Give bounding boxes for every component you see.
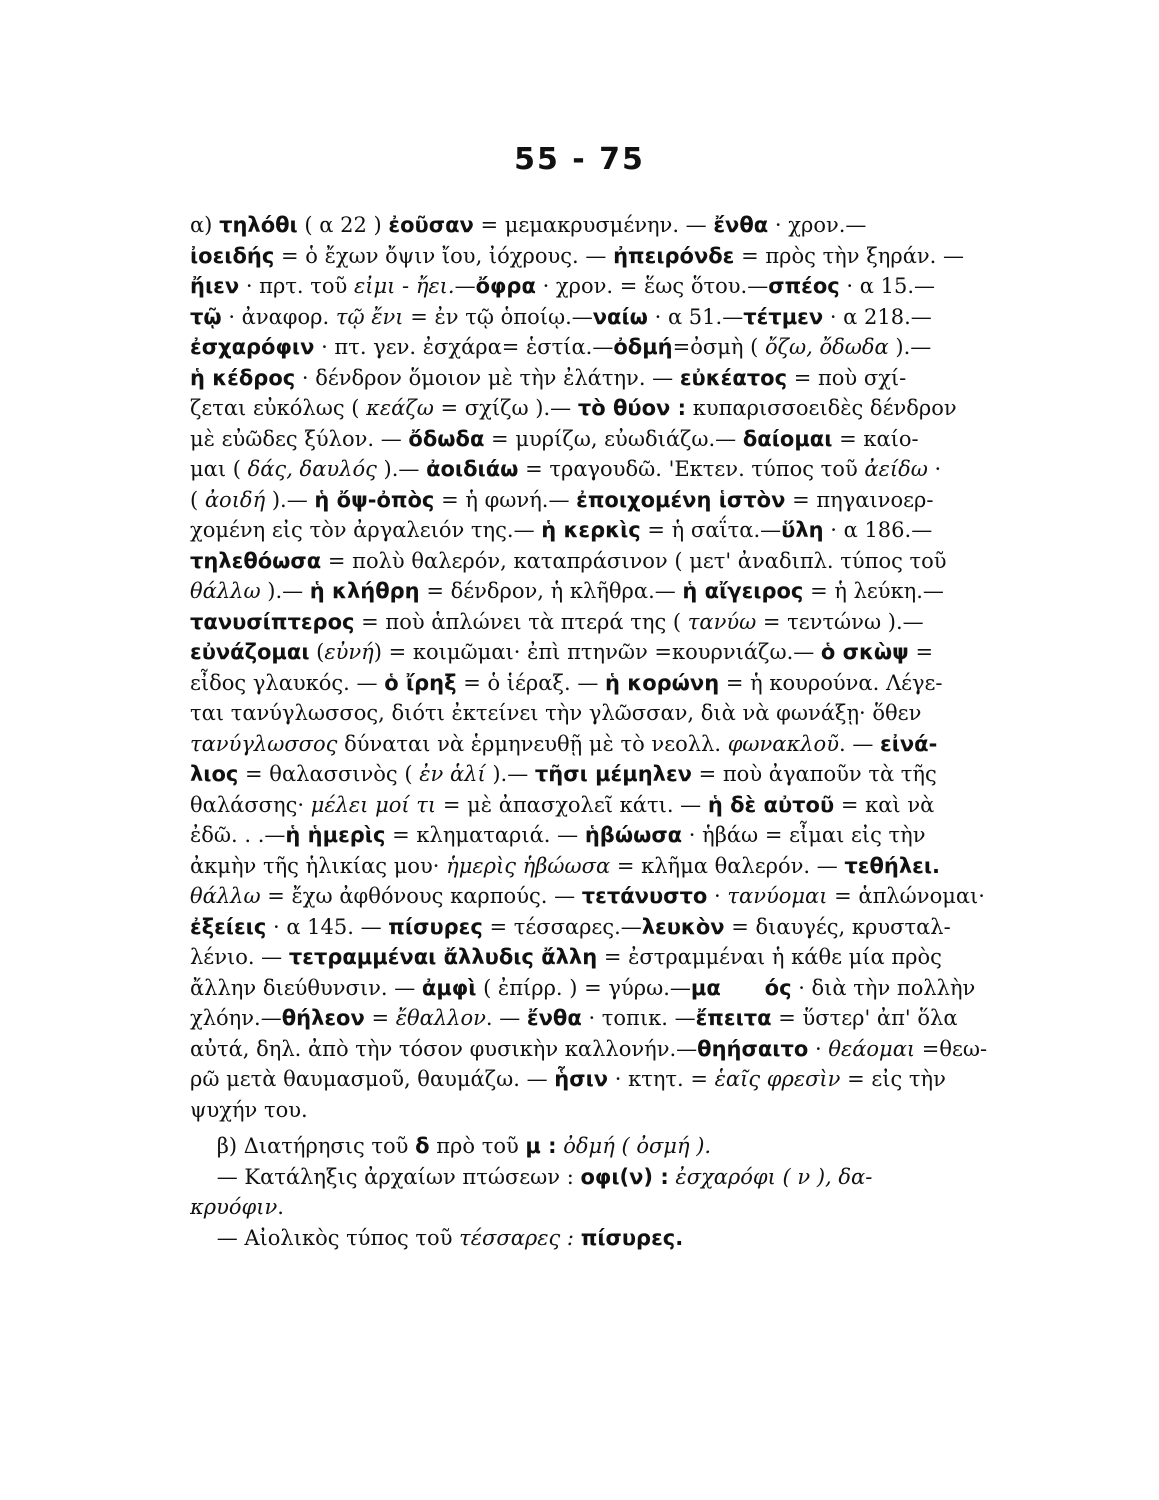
text-line xyxy=(190,1192,1130,1223)
headword: ἠπειρόνδε xyxy=(613,243,735,268)
text-line xyxy=(190,1095,1130,1126)
gloss-text: ρῶ μετὰ θαυμασμοῦ, θαυμάζω. — xyxy=(190,1067,555,1091)
headword: ἤιεν xyxy=(190,274,240,298)
text-line xyxy=(190,1064,1130,1095)
headword: ὄφρα xyxy=(475,274,536,298)
gloss-text: = ὁ ἱέραξ. — xyxy=(456,670,606,695)
gloss-text: = xyxy=(908,640,934,664)
headword: ναίω xyxy=(592,304,648,329)
gloss-text: εἶδος γλαυκός. — xyxy=(190,670,385,695)
text-line xyxy=(190,363,1130,394)
headword: ἡ κλήθρη xyxy=(309,579,420,603)
gloss-text: ( α 22 ) xyxy=(297,213,389,237)
headword: ἔνθα xyxy=(713,213,769,237)
italic-term: θάλλω xyxy=(190,579,261,603)
headword: ἡ κορώνη xyxy=(605,670,720,695)
headword: τῆσι μέμηλεν xyxy=(534,762,692,786)
text-line xyxy=(190,1034,1130,1065)
text-line xyxy=(190,332,1130,363)
gloss-text: = μυρίζω, εὐωδιάζω.— xyxy=(484,426,743,451)
italic-term: ἐν ἁλί xyxy=(419,762,486,786)
headword: ἐξείεις xyxy=(190,914,267,939)
gloss-text: ( xyxy=(309,640,325,664)
gloss-text: = ποὺ σχί- xyxy=(787,365,907,390)
headword: ἡ αἴγειρος xyxy=(682,579,804,603)
text-line xyxy=(190,759,1130,790)
headword: εἰνά- xyxy=(880,731,938,756)
text-line xyxy=(190,729,1130,760)
italic-term: τέσσαρες : xyxy=(459,1225,575,1250)
gloss-text xyxy=(574,1226,581,1250)
headword: ἐοῦσαν xyxy=(388,213,474,237)
gloss-text: = ὕστερ' ἀπ' ὅλα xyxy=(771,1006,958,1030)
headword: τεθήλει. xyxy=(844,853,941,878)
gloss-text: ( xyxy=(190,487,205,512)
gloss-text: · xyxy=(927,457,942,481)
italic-term: τανύω xyxy=(687,609,757,634)
text-line xyxy=(190,302,1130,333)
headword: ἔπειτα xyxy=(695,1006,772,1030)
gloss-text: = καίο- xyxy=(832,426,919,451)
italic-term: ἐσχαρόφι ( ν ), δα- xyxy=(675,1164,873,1189)
headword: τετάνυστο xyxy=(581,884,708,908)
gloss-text: μαι ( xyxy=(190,457,248,481)
gloss-text: ψυχήν του. xyxy=(190,1097,308,1122)
headword: ἀοιδιάω xyxy=(426,457,519,481)
gloss-text: = θαλασσινὸς ( xyxy=(238,762,420,786)
gloss-text: = διαυγές, κρυσταλ- xyxy=(724,914,951,939)
headword: τανυσίπτερος xyxy=(190,609,355,634)
text-line xyxy=(190,698,1130,729)
gloss-text: ἄλλην διεύθυνσιν. — xyxy=(190,975,422,1000)
headword: τὸ θύον : xyxy=(577,396,687,420)
headword: ἡ ἡμερὶς xyxy=(285,823,386,847)
text-line xyxy=(190,241,1130,272)
gloss-text: ).— xyxy=(888,335,932,359)
italic-term: θεάομαι xyxy=(828,1036,916,1061)
headword: τέτμεν xyxy=(743,304,824,329)
headword: τηλεθόωσα xyxy=(190,548,322,573)
gloss-text: ) = κοιμῶμαι· ἐπὶ πτηνῶν =κουρνιάζω.— xyxy=(373,640,821,664)
italic-term: κεάζω xyxy=(366,396,434,420)
gloss-text: · xyxy=(707,884,728,908)
gloss-text: = ποὺ ἀγαποῦν τὰ τῆς xyxy=(691,762,937,786)
headword: θηήσαιτο xyxy=(697,1036,809,1061)
headword: ἡ ὄψ-ὀπὸς xyxy=(314,487,435,512)
gloss-text: · δένδρον ὅμοιον μὲ τὴν ἐλάτην. — xyxy=(295,365,680,390)
text-line xyxy=(190,1003,1130,1034)
headword: δαίομαι xyxy=(742,426,833,451)
gloss-text: — Αἰολικὸς τύπος τοῦ xyxy=(190,1225,460,1250)
text-line xyxy=(190,454,1130,485)
gloss-text: =θεω- xyxy=(915,1036,988,1061)
gloss-text: · α 15.— xyxy=(839,274,936,298)
headword: τῷ xyxy=(190,304,222,329)
gloss-text: · ἀναφορ. xyxy=(221,304,336,329)
headword: ἐποιχομένη ἱστὸν xyxy=(576,487,786,512)
gloss-text: = πρὸς τὴν ξηράν. — xyxy=(734,243,964,268)
gloss-text: = τέσσαρες.— xyxy=(482,914,642,939)
gloss-text: πρὸ τοῦ xyxy=(429,1134,526,1158)
headword: ἡ κέδρος xyxy=(190,365,296,390)
headword: ἧσιν xyxy=(554,1067,609,1091)
italic-term: μέλει μοί τι xyxy=(310,792,437,817)
text-line xyxy=(190,1131,1130,1162)
gloss-text: · πρτ. τοῦ xyxy=(239,274,354,298)
headword: δ xyxy=(415,1134,430,1158)
italic-term: τανύγλωσσος xyxy=(190,731,338,756)
gloss-text: ζεται εὐκόλως ( xyxy=(190,396,367,420)
italic-term: ἀείδω xyxy=(864,457,928,481)
headword: ἀμφὶ xyxy=(421,975,477,1000)
headword: λευκὸν xyxy=(641,914,725,939)
gloss-text: = τραγουδῶ. 'Εκτεν. τύπος τοῦ xyxy=(518,457,865,481)
gloss-text: = μὲ ἀπασχολεῖ κάτι. — xyxy=(436,792,708,817)
text-line xyxy=(190,912,1130,943)
headword: πίσυρες xyxy=(388,914,483,939)
headword: λιος xyxy=(190,762,239,786)
gloss-text: = ὁ ἔχων ὄψιν ἴου, ἰόχρους. — xyxy=(274,243,614,268)
italic-term: τῷ ἔνι xyxy=(335,304,404,329)
headword: μ : xyxy=(525,1134,557,1158)
gloss-text: · α 145. — xyxy=(266,914,389,939)
text-line xyxy=(190,637,1130,668)
text-line xyxy=(190,790,1130,821)
headword: σπέος xyxy=(768,274,840,298)
italic-term: εὐνή xyxy=(324,640,374,664)
headword: ὄδωδα xyxy=(408,426,485,451)
headword: πίσυρες. xyxy=(580,1225,684,1250)
text-line xyxy=(190,820,1130,851)
italic-term: δάς, δαυλός xyxy=(247,457,377,481)
gloss-text: ).— xyxy=(260,579,310,603)
gloss-text: · χρον.— xyxy=(768,213,867,237)
gloss-text: . xyxy=(277,1195,284,1219)
headword: ὁ σκὼψ xyxy=(820,640,909,664)
text-line xyxy=(190,271,1130,302)
gloss-text: ).— xyxy=(265,487,315,512)
text-line xyxy=(190,942,1130,973)
text-line xyxy=(190,210,1130,241)
headword: ἡ δὲ αὐτοῦ xyxy=(707,792,835,817)
gloss-text: = σχίζω ).— xyxy=(433,396,578,420)
text-line xyxy=(190,881,1130,912)
gloss-text: = ἡ κουρούνα. Λέγε- xyxy=(719,670,943,695)
headword: εὐκέατος xyxy=(679,365,788,390)
italic-term: εἰμι - ἤει. xyxy=(353,274,455,298)
italic-term: ἡμερὶς ἡβώωσα xyxy=(446,853,611,878)
gloss-text: χομένη εἰς τὸν ἀργαλειόν της.— xyxy=(190,518,542,542)
document-body xyxy=(190,210,1130,1253)
gloss-text: = εἰς τὴν xyxy=(840,1067,946,1091)
gloss-text: = πολὺ θαλερόν, καταπράσινον ( μετ' ἀναδιπλ. τύπος τοῦ xyxy=(321,548,947,573)
text-line xyxy=(190,576,1130,607)
gloss-text: ( ἐπίρρ. ) = γύρω.— xyxy=(476,975,691,1000)
headword: ὀδμή xyxy=(613,335,673,359)
gloss-text: · πτ. γεν. ἐσχάρα= ἑστία.— xyxy=(314,335,614,359)
gloss-text: θαλάσσης· xyxy=(190,792,311,817)
gloss-text: ).— xyxy=(376,457,427,481)
gloss-text: ἀκμὴν τῆς ἡλικίας μου· xyxy=(190,853,447,878)
text-line xyxy=(190,607,1130,638)
italic-term: ἔθαλλον xyxy=(395,1006,486,1030)
headword: ἡβώωσα xyxy=(584,823,683,847)
text-line xyxy=(190,1223,1130,1254)
headword: μα ός xyxy=(690,975,792,1000)
page-number: 55 - 75 xyxy=(514,142,645,177)
gloss-text: ται τανύγλωσσος, διότι ἐκτείνει τὴν γλῶσσαν, διὰ νὰ φωνάξῃ· ὅθεν xyxy=(190,701,922,725)
headword: ἡ κερκὶς xyxy=(541,518,641,542)
gloss-text: = ἔχω ἀφθόνους καρπούς. — xyxy=(260,884,582,908)
italic-term: ἑαῖς φρεσὶν xyxy=(714,1067,841,1091)
gloss-text: ).— xyxy=(485,762,535,786)
gloss-text: · ἡβάω = εἶμαι εἰς τὴν xyxy=(682,823,926,847)
gloss-text: β) Διατήρησις τοῦ xyxy=(190,1134,416,1158)
gloss-text: δύναται νὰ ἑρμηνευθῇ μὲ τὸ νεολλ. xyxy=(337,731,728,756)
italic-term: ὀδμή ( ὀσμή ). xyxy=(563,1134,712,1158)
gloss-text: χλόην.— xyxy=(190,1006,282,1030)
gloss-text: α) xyxy=(190,213,220,237)
gloss-text: · κτητ. = xyxy=(608,1067,715,1091)
headword: οφι(ν) : xyxy=(580,1164,669,1189)
gloss-text: = xyxy=(364,1006,396,1030)
italic-term: ὄζω, ὄδωδα xyxy=(764,335,889,359)
gloss-text: · τοπικ. — xyxy=(581,1006,696,1030)
gloss-text: = ἡ φωνή.— xyxy=(434,487,577,512)
gloss-text: — Κατάληξις ἀρχαίων πτώσεων : xyxy=(190,1164,581,1189)
headword: θήλεον xyxy=(281,1006,365,1030)
text-line xyxy=(190,485,1130,516)
gloss-text: = ἡ σαΐτα.— xyxy=(640,518,782,542)
headword: τηλόθι xyxy=(219,213,298,237)
italic-term: θάλλω xyxy=(190,884,261,908)
headword: ὕλη xyxy=(781,518,824,542)
text-line xyxy=(190,546,1130,577)
gloss-text: = πηγαινοερ- xyxy=(785,487,934,512)
gloss-text: = κλῆμα θαλερόν. — xyxy=(610,853,845,878)
italic-term: τανύομαι xyxy=(727,884,828,908)
gloss-text: · α 51.— xyxy=(647,304,744,329)
gloss-text: =ὀσμὴ ( xyxy=(672,335,765,359)
gloss-text: μὲ εὐῶδες ξύλον. — xyxy=(190,426,409,451)
gloss-text: = ἐν τῷ ὁποίῳ.— xyxy=(403,304,593,329)
text-line xyxy=(190,393,1130,424)
gloss-text: αὐτά, δηλ. ἀπὸ τὴν τόσον φυσικὴν καλλονήν.— xyxy=(190,1036,698,1061)
text-line xyxy=(190,851,1130,882)
text-line xyxy=(190,668,1130,699)
gloss-text: · χρον. = ἕως ὅτου.— xyxy=(535,274,769,298)
italic-term: ἀοιδή xyxy=(204,487,266,512)
headword: ὁ ἴρηξ xyxy=(384,670,457,695)
gloss-text: = ἡ λεύκη.— xyxy=(803,579,944,603)
gloss-text: ἐδῶ. . .— xyxy=(190,823,286,847)
italic-term: κρυόφιν xyxy=(190,1195,278,1219)
gloss-text: · xyxy=(808,1036,829,1061)
text-line xyxy=(190,515,1130,546)
italic-term: φωνακλοῦ xyxy=(727,731,839,756)
headword: ἐσχαρόφιν xyxy=(190,335,315,359)
gloss-text: = μεμακρυσμένην. — xyxy=(473,213,714,237)
gloss-text: = ἁπλώνομαι· xyxy=(827,884,985,908)
gloss-text: . — xyxy=(838,731,880,756)
gloss-text: = καὶ νὰ xyxy=(834,792,935,817)
headword: ἰοειδής xyxy=(190,243,275,268)
gloss-text: . — xyxy=(485,1006,527,1030)
gloss-text: · διὰ τὴν πολλὴν xyxy=(791,975,976,1000)
text-line xyxy=(190,1162,1130,1193)
gloss-text: — xyxy=(454,274,476,298)
headword: ἔνθα xyxy=(526,1006,582,1030)
headword: τετραμμέναι ἄλλυδις ἄλλη xyxy=(288,945,598,969)
gloss-text: κυπαρισσοειδὲς δένδρον xyxy=(686,396,957,420)
text-line xyxy=(190,424,1130,455)
gloss-text: = κληματαριά. — xyxy=(385,823,585,847)
gloss-text: · α 186.— xyxy=(823,518,933,542)
gloss-text: = δένδρον, ἡ κλῆθρα.— xyxy=(419,579,683,603)
headword: εὐνάζομαι xyxy=(190,640,310,664)
gloss-text: = ἐστραμμέναι ἡ κάθε μία πρὸς xyxy=(597,945,942,969)
gloss-text: λένιο. — xyxy=(190,945,289,969)
gloss-text: = ποὺ ἁπλώνει τὰ πτερά της ( xyxy=(354,609,688,634)
gloss-text: = τεντώνω ).— xyxy=(756,609,924,634)
gloss-text: · α 218.— xyxy=(823,304,932,329)
text-line xyxy=(190,973,1130,1004)
